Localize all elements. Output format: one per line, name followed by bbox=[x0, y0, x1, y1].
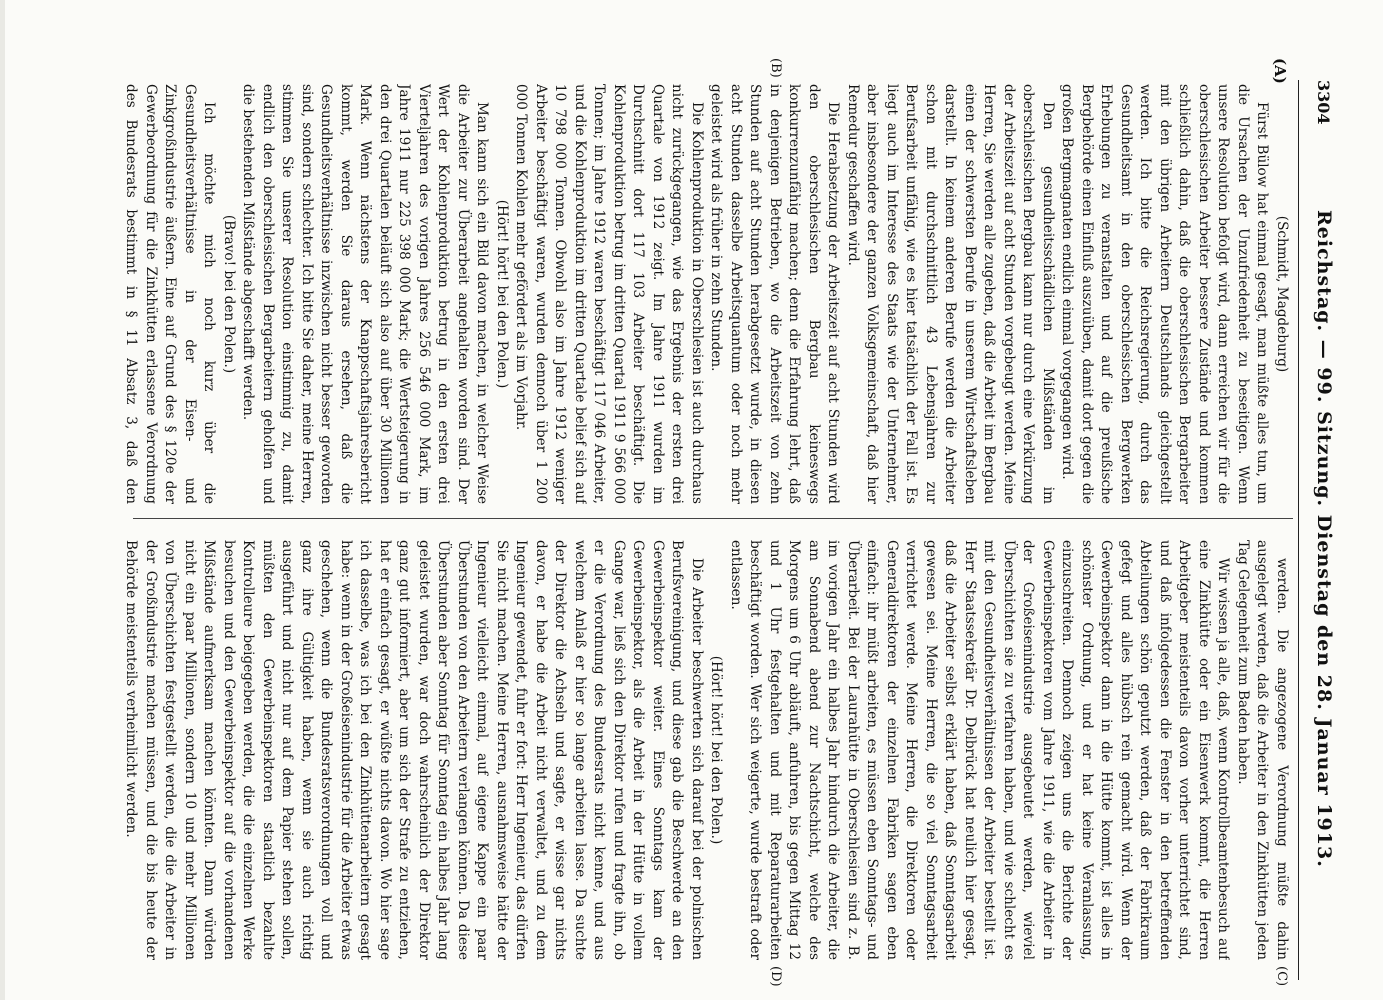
margin-marker-c: (C) bbox=[1274, 966, 1289, 987]
margin-marker-d: (D) bbox=[768, 966, 783, 987]
paragraph: Fürst Bülow hat einmal gesagt, man müßte alles tun, um die Ursachen der Unzufriedenheit zu beseitigen. Wenn unsere Resolution befolgt wird, dann erreichen wir für die oberschlesischen Arbeiter bessere Zustände und kommen schließlich dahin, daß die oberschlesischen Bergarbeiter mit den übrigen Arbeitern Deutschlands gleichgestellt werden. Ich bitte die Reichsregierung, durch das Gesundheitsamt in den oberschlesischen Bergwerken Erhebungen zu veranstalten und auf die preußische Bergbehörde einen Einfluß auszuüben, damit dort gegen die großen Bergmagnaten endlich einmal vorgegangen wird. bbox=[1059, 84, 1271, 504]
paragraph: Die Herabsetzung der Arbeitszeit auf acht Stunden wird den oberschlesischen Bergbau keineswegs konkurrenzunfähig machen; denn die Erfahrung lehrt, daß in denjenigen Betrieben, wo die Arbeitszeit von zehn Stunden auf acht Stunden herabgesetzt wurde, in diesen acht Stunden dasselbe Arbeitsquantum oder noch mehr geleistet wird als früher in zehn Stunden. bbox=[708, 84, 842, 504]
margin-marker-b: (B) bbox=[768, 58, 783, 78]
page-header bbox=[1298, 80, 1343, 980]
paragraph: Man kann sich ein Bild davon machen, in welcher Weise die Arbeiter zur Überarbeit angehalten worden sind. Der Wert der Kohlenproduktion betrug in den ersten drei Vierteljahren des vorigen Jahres 256 546 000 Mark, im Jahre 1911 nur 225 398 000 Mark; die Wertsteigerung in den drei Quartalen beläuft sich also auf über 30 Millionen Mark. Wenn nächstens der Knappschaftsjahresbericht kommt, werden Sie daraus ersehen, daß die Gesundheitsverhältnisse inzwischen nicht besser geworden sind, sondern schlechter. Ich bitte Sie daher, meine Herren, stimmen Sie unserer Resolution einstimmig zu, damit endlich den oberschlesischen Bergarbeitern geholfen und die bestehenden Mißstände abgeschafft werden. bbox=[240, 84, 491, 504]
paragraph: Ich möchte mich noch kurz über die Gesundheitsverhältnisse in der Eisen- und Zinkgroßindustrie äußern. Eine auf Grund des § 120e der Gewerbeordnung für die Zinkhütten erlassene Verordnung des Bundesrats bestimmt in § 11 Absatz 3, daß den bbox=[123, 84, 218, 504]
interjection: (Schmidt, Magdeburg) bbox=[1274, 215, 1290, 373]
column-divider bbox=[133, 518, 1293, 519]
right-column bbox=[123, 540, 1291, 960]
paragraph: Den gesundheitsschädlichen Mißständen im oberschlesischen Bergbau kann nur durch eine Verkürzung der Arbeitszeit auf acht Stunden vorgebeugt werden. Meine Herren, Sie werden alle zugeben, daß die Arbeit im Bergbau einen der schwersten Berufe in unserem Wirtschaftsleben darstellt. In keinem anderen Berufe werden die Arbeiter schon mit durchschnittlich 43 Lebensjahren zur Berufsarbeit unfähig, wie es hier tatsächlich der Fall ist. Es liegt auch im Interesse des Staats wie der Unternehmer, aber insbesondere der ganzen Volksgemeinschaft, daß hier Remedur geschaffen wird. bbox=[845, 84, 1056, 504]
interjection: (Hört! hört! bei den Polen.) bbox=[494, 199, 510, 389]
margin-marker-a: (A) bbox=[1271, 58, 1289, 84]
running-head: Reichstag. — 99. Sitzung. Dienstag den 28. Januar 1913. bbox=[1313, 210, 1335, 868]
left-column bbox=[123, 84, 1291, 504]
interjection: (Bravo! bei den Polen.) bbox=[221, 214, 237, 374]
scan-edge bbox=[0, 0, 5, 1000]
paragraph: Wir wissen ja alle, daß, wenn Kontrollbeamtenbesuch auf eine Zinkhütte oder ein Eisenwerk kommt, die Herren Arbeitgeber meistenteils davon vorher unterrichtet sind, und daß infolgedessen die Fenster in den betreffenden Abteilungen schön geputzt werden, daß der Fabrikraum gefegt und alles hübsch rein gemacht wird. Wenn der Gewerbeinspektor dann in die Hütte kommt, ist alles in schönster Ordnung, und er hat keine Veranlassung, einzuschreiten. Dennoch zeigen uns die Berichte der Gewerbeinspektoren vom Jahre 1911, wie die Arbeiter in der Großeisenindustrie ausgebeutet werden, wieviel Überschichten sie zu verfahren haben, und wie schlecht es mit den Gesundheitsverhältnissen der Arbeiter bestellt ist. Herr Staatssekretär Dr. Delbrück hat neulich hier gesagt, daß die Arbeiter selbst erklärt haben, daß Sonntagsarbeit gewesen sei. Meine Herren, die so viel Sonntagsarbeit verrichtet werde. Meine Herren, die Direktoren oder Generaldirektoren der einzelnen Fabriken sagen eben einfach: ihr müßt arbeiten, es müssen eben Sonntags- und Überarbeit. Bei der Laurahütte in Oberschlesien sind z. B. im vorigen Jahr ein halbes Jahr hindurch die Arbeiter, die am Sonnabend abend zur Nachtschicht, welche des Morgens um 6 Uhr abläuft, anfuhren, bis gegen Mittag 12 und 1 Uhr festgehalten und mit Reparaturarbeiten beschäftigt worden. Wer sich weigerte, wurde bestraft oder entlassen. bbox=[728, 540, 1232, 960]
page-number: 3304 bbox=[1314, 80, 1333, 125]
paragraph: werden. Die angezogene Verordnung müßte dahin ausgelegt werden, daß die Arbeiter in den Zinkhütten jeden Tag Gelegenheit zum Baden haben. bbox=[1235, 540, 1290, 960]
paragraph: Die Arbeiter beschwerten sich darauf bei der polnischen Berufsvereinigung, und diese gab die Beschwerde an den Gewerbeinspektor weiter. Eines Sonntags kam der Gewerbeinspektor, als die Arbeit in der Hütte in vollem Gange war, ließ sich den Direktor rufen und fragte ihn, ob er die Verordnung des Bundesrats nicht kenne, und aus welchem Anlaß er hier so lange arbeiten lasse. Da suchte der Direktor die Achseln und sagte, er wisse gar nichts davon, er habe die Arbeit nicht verwaltet, und zu dem Ingenieur gewendet, fuhr er fort: Herr Ingenieur, das dürfen Sie nicht machen. Meine Herren, ausnahmsweise hätte der Ingenieur vielleicht einmal, auf eigene Kappe ein paar Überstunden von den Arbeitern verlangen können. Da diese Überstunden aber Sonntag für Sonntag ein halbes Jahr lang geleistet wurden, war doch wahrscheinlich der Direktor ganz gut informiert, aber um sich der Strafe zu entziehen, hat er einfach gesagt, er wüßte nichts davon. Wo hier sage ich dasselbe, was ich bei den Zinkhüttenarbeitern gesagt habe: wenn in der Großeisenindustrie für die Arbeiter etwas geschehen, wenn die Bundesratsverordnungen voll und ganz ihre Gültigkeit haben, wenn sie auch richtig ausgeführt und nicht nur auf dem Papier stehen sollen, müßten den Gewerbeinspektoren staatlich bezahlte Kontrolleure beigegeben werden, die die einzelnen Werke besuchen und den Gewerbeinspektor auf die vorhandenen Mißstände aufmerksam machen könnten. Dann würden nicht ein paar Millionen, sondern 10 und mehr Millionen von Überschichten festgestellt werden, die die Arbeiter in der Großindustrie machen müssen, und die bis heute der Behörde meistenteils verheimlicht werden. bbox=[123, 540, 705, 960]
interjection: (Hört! hört! bei den Polen.) bbox=[708, 655, 725, 845]
paragraph: Die Kohlenproduktion in Oberschlesien ist auch durchaus nicht zurückgegangen, wie das Ergebnis der ersten drei Quartale von 1912 zeigt. Im Jahre 1911 wurden im Durchschnitt dort 117 103 Arbeiter beschäftigt. Die Kohlenproduktion betrug im dritten Quartal 1911 9 566 000 Tonnen; im Jahre 1912 waren beschäftigt 117 046 Arbeiter, und die Kohlenproduktion im dritten Quartale belief sich auf 10 798 000 Tonnen. Obwohl also im Jahre 1912 weniger Arbeiter beschäftigt waren, wurden dennoch über 1 200 000 Tonnen Kohlen mehr gefördert als im Vorjahr. bbox=[513, 84, 705, 504]
